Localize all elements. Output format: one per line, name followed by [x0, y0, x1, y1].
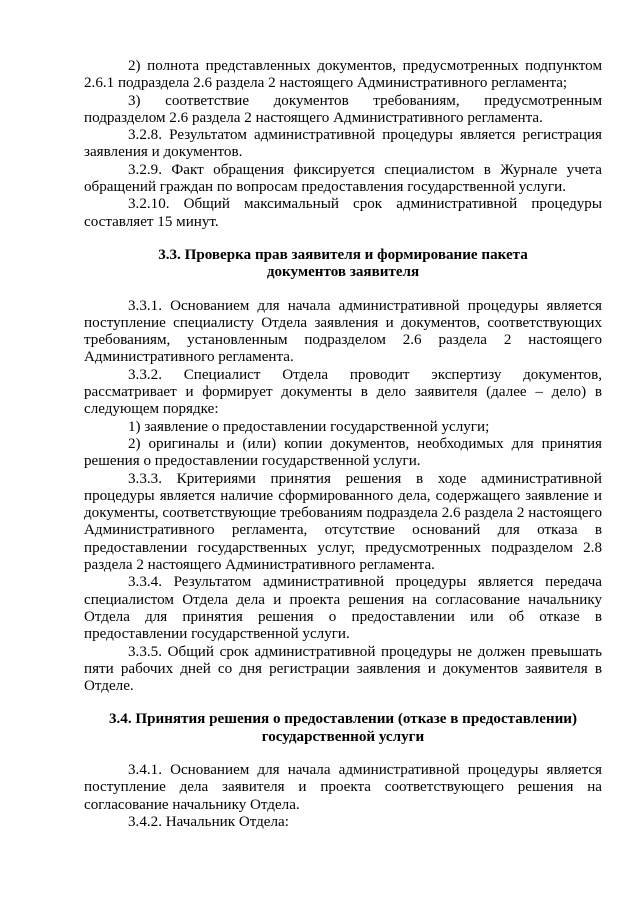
paragraph-3-3-5: 3.3.5. Общий срок административной процедуры не должен превышать пяти рабочих дней со дня регистрации заявления и документов заявителя в Отделе. — [84, 643, 602, 695]
paragraph-3-3-1: 3.3.1. Основанием для начала административной процедуры является поступление специалисту Отдела заявления и документов, соответствующих требованиям, установленным подразделом 2.6 раздела 2 настоящего Административного регламента. — [84, 297, 602, 366]
paragraph-3-2-10: 3.2.10. Общий максимальный срок административной процедуры составляет 15 минут. — [84, 196, 602, 230]
paragraph-3-2-8: 3.2.8. Результатом административной процедуры является регистрация заявления и документов. — [84, 127, 602, 161]
section-heading-3-4-line2: государственной услуги — [261, 728, 425, 745]
paragraph-3-4-2: 3.4.2. Начальник Отдела: — [128, 813, 289, 830]
section-heading-3-3-line2: документов заявителя — [266, 264, 420, 281]
paragraph-3-4-1: 3.4.1. Основанием для начала административной процедуры является поступление дела заявителя и проекта соответствующего решения на согласование начальнику Отдела. — [84, 761, 602, 813]
section-heading-3-4 — [84, 711, 602, 746]
section-heading-3-3-line1: 3.3. Проверка прав заявителя и формирование пакета — [158, 246, 528, 263]
document-page — [84, 58, 602, 831]
paragraph-3-3-4: 3.3.4. Результатом административной процедуры является передача специалистом Отдела дела и проекта решения на согласование начальнику Отдела для принятия решения о предоставлении или об отказе в предоставлении государственной услуги. — [84, 574, 602, 643]
section-heading-3-3 — [84, 247, 602, 282]
paragraph-3-3-2-item-2: 2) оригиналы и (или) копии документов, необходимых для принятия решения о предоставлении государственной услуги. — [84, 435, 602, 470]
paragraph-item-3: 3) соответствие документов требованиям, предусмотренным подразделом 2.6 раздела 2 настоящего Административного регламента. — [84, 92, 602, 126]
paragraph-3-3-2-item-1: 1) заявление о предоставлении государственной услуги; — [128, 418, 490, 435]
paragraph-3-2-9: 3.2.9. Факт обращения фиксируется специалистом в Журнале учета обращений граждан по вопросам предоставления государственной услуги. — [84, 161, 602, 196]
paragraph-item-2: 2) полнота представленных документов, предусмотренных подпунктом 2.6.1 подраздела 2.6 раздела 2 настоящего Административного регламента; — [84, 58, 602, 92]
paragraph-3-3-2: 3.3.2. Специалист Отдела проводит экспертизу документов, рассматривает и формирует документы в дело заявителя (далее – дело) в следующем порядке: — [84, 366, 602, 418]
paragraph-3-3-3: 3.3.3. Критериями принятия решения в ходе административной процедуры является наличие сформированного дела, содержащего заявление и документы, соответствующие требованиям подраздела 2.6 раздела 2 настоящего Административного регламента, отсутствие оснований для отказа в предоставлении государственных услуг, предусмотренных подразделом 2.8 раздела 2 настоящего Административного регламента. — [84, 470, 602, 574]
section-heading-3-4-line1: 3.4. Принятия решения о предоставлении (отказе в предоставлении) — [108, 711, 578, 728]
